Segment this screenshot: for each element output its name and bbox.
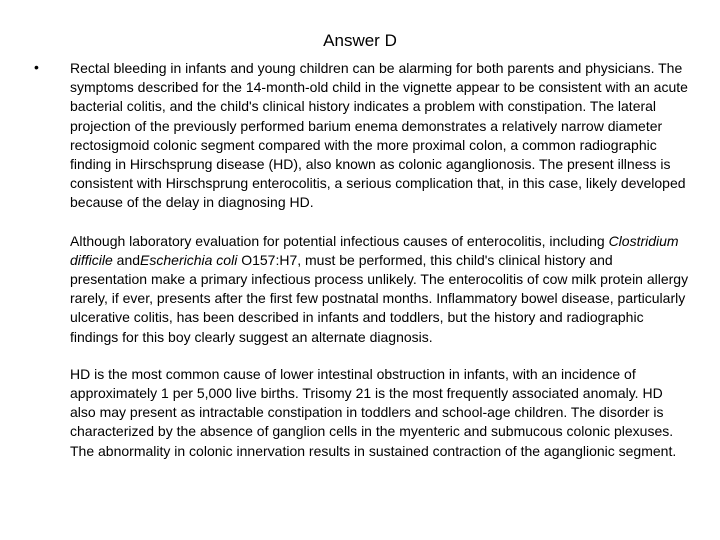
slide-body [70, 59, 690, 479]
paragraph-2-organism-2: Escherichia coli [140, 251, 238, 268]
paragraph-2 [70, 232, 690, 347]
paragraph-2-text-a: Although laboratory evaluation for potential infectious causes of enterocolitis, including [70, 232, 609, 249]
paragraph-2-text-c: O157:H7, must be performed, this child's clinical history and presentation make a primary infectious process unlikely. The enterocolitis of cow milk protein allergy rarely, if ever, presents after the first few postnatal months. Inflammatory bowel disease, particularly ulcerative colitis, has been described in infants and toddlers, but the history and radiographic findings for this boy clearly suggest an alternate diagnosis. [70, 251, 689, 345]
paragraph-3: HD is the most common cause of lower intestinal obstruction in infants, with an incidence of approximately 1 per 5,000 live births. Trisomy 21 is the most frequently associated anomaly. HD also may present as intractable constipation in toddlers and school-age children. The disorder is characterized by the absence of ganglion cells in the myenteric and submucous colonic plexuses. The abnormality in colonic innervation results in sustained contraction of the aganglionic segment. [70, 365, 677, 459]
slide-title: Answer D [323, 31, 397, 50]
paragraph-2-organism-1: Clostridium difficile [70, 232, 679, 268]
bullet-marker: • [34, 59, 39, 75]
paragraph-1: Rectal bleeding in infants and young children can be alarming for both parents and physicians. The symptoms described for the 14-month-old child in the vignette appear to be consistent with an acute bacterial colitis, and the child's clinical history indicates a problem with constipation. The lateral projection of the previously performed barium enema demonstrates a relatively narrow diameter rectosigmoid colonic segment compared with the more proximal colon, a common radiographic finding in Hirschsprung disease (HD), also known as colonic aganglionosis. The present illness is consistent with Hirschsprung enterocolitis, a serious complication that, in this case, likely developed because of the delay in diagnosing HD. [70, 60, 688, 211]
paragraph-2-text-b: and [112, 251, 141, 268]
